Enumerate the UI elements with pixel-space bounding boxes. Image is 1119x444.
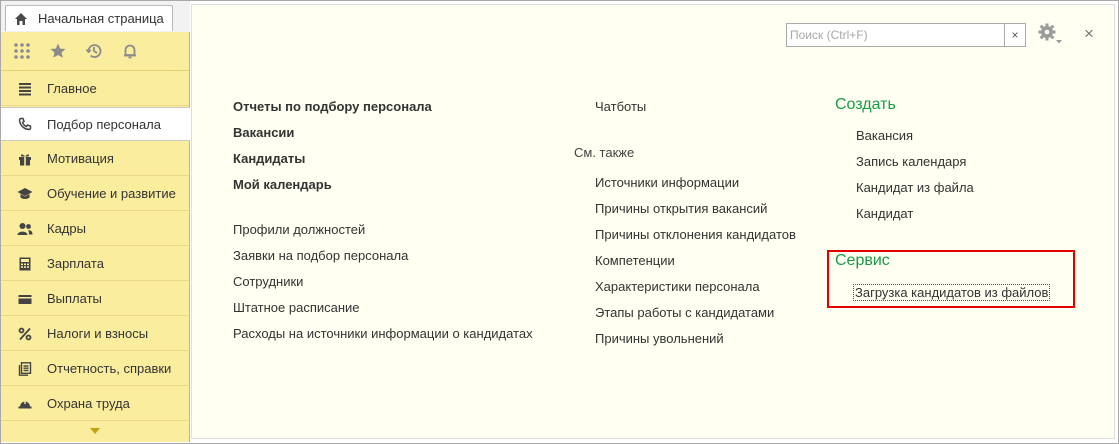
see-also-heading: См. также [574, 145, 635, 160]
history-icon[interactable] [83, 40, 105, 62]
gift-icon [17, 151, 33, 167]
sidebar-item-label: Отчетность, справки [47, 361, 172, 376]
sidebar-item-main[interactable] [1, 72, 189, 106]
sidebar-item-label: Налоги и взносы [47, 326, 149, 341]
sidebar-item-hr[interactable] [1, 212, 189, 246]
apps-grid-icon[interactable] [11, 40, 33, 62]
panel-toolbar [1, 32, 189, 71]
create-section-title: Создать [835, 96, 896, 113]
sidebar-item-label: Кадры [47, 221, 86, 236]
link-staff-schedule[interactable]: Штатное расписание [233, 300, 360, 315]
link-vacancy-open-reasons[interactable]: Причины открытия вакансий [595, 201, 768, 216]
create-candidate-link[interactable]: Кандидат [856, 206, 914, 221]
sidebar-item-label: Выплаты [47, 291, 102, 306]
sidebar-item-label: Охрана труда [47, 396, 130, 411]
link-employees[interactable]: Сотрудники [233, 274, 304, 289]
link-chatbots[interactable]: Чатботы [595, 99, 647, 114]
create-calendar-entry-link[interactable]: Запись календаря [856, 154, 967, 169]
phone-icon [17, 116, 33, 132]
wallet-icon [17, 291, 33, 307]
sidebar-item-payments[interactable] [1, 282, 189, 316]
sidebar-item-label: Мотивация [47, 151, 114, 166]
close-button[interactable]: × [1084, 24, 1094, 43]
link-job-profiles[interactable]: Профили должностей [233, 222, 366, 237]
link-candidates[interactable]: Кандидаты [233, 151, 306, 166]
sidebar-item-training[interactable] [1, 177, 189, 211]
sidebar-item-label: Главное [47, 81, 97, 96]
sections-panel [1, 32, 190, 442]
create-vacancy-link[interactable]: Вакансия [856, 128, 914, 143]
bell-icon[interactable] [119, 40, 141, 62]
link-candidate-stages[interactable]: Этапы работы с кандидатами [595, 305, 775, 320]
star-icon[interactable] [47, 40, 69, 62]
load-candidates-from-files-link[interactable]: Загрузка кандидатов из файлов [855, 285, 1049, 300]
tab-strip [1, 1, 190, 32]
link-my-calendar[interactable]: Мой календарь [233, 177, 332, 192]
link-recruitment-reports[interactable]: Отчеты по подбору персонала [233, 99, 432, 114]
calculator-icon [17, 256, 33, 272]
link-personnel-characteristics[interactable]: Характеристики персонала [595, 279, 760, 294]
link-info-sources[interactable]: Источники информации [595, 175, 740, 190]
sidebar-item-labor-safety[interactable] [1, 387, 189, 421]
scroll-down-arrow-icon[interactable] [90, 428, 100, 434]
search-input[interactable]: Поиск (Ctrl+F) [790, 28, 868, 42]
sections-list [1, 72, 189, 421]
sidebar-item-label: Зарплата [47, 256, 104, 271]
sidebar-item-recruitment[interactable] [1, 107, 190, 141]
reports-icon [17, 361, 33, 377]
link-competencies[interactable]: Компетенции [595, 253, 675, 268]
sidebar-item-salary[interactable] [1, 247, 189, 281]
search-clear-button[interactable]: × [1004, 24, 1025, 46]
sidebar-item-reports[interactable] [1, 352, 189, 386]
home-tab-label: Начальная страница [38, 11, 164, 26]
sidebar-item-label: Подбор персонала [47, 116, 161, 132]
link-vacancies[interactable]: Вакансии [233, 125, 295, 140]
create-candidate-from-file-link[interactable]: Кандидат из файла [856, 180, 974, 195]
search-box[interactable] [786, 23, 1026, 47]
link-recruitment-requests[interactable]: Заявки на подбор персонала [233, 248, 409, 263]
home-tab[interactable] [5, 5, 173, 31]
link-source-expenses[interactable]: Расходы на источники информации о кандидатах [233, 326, 533, 341]
sidebar-item-motivation[interactable] [1, 142, 189, 176]
service-section-title: Сервис [835, 252, 890, 269]
home-icon [14, 12, 28, 26]
sidebar-item-taxes[interactable] [1, 317, 189, 351]
link-dismissal-reasons[interactable]: Причины увольнений [595, 331, 724, 346]
sidebar-item-label: Обучение и развитие [47, 186, 176, 201]
gear-icon[interactable] [1037, 22, 1063, 46]
link-candidate-reject-reasons[interactable]: Причины отклонения кандидатов [595, 227, 796, 242]
people-icon [17, 221, 33, 237]
graduation-icon [17, 186, 33, 202]
menu-lines-icon [17, 81, 33, 97]
helmet-icon [17, 396, 33, 412]
section-content [191, 4, 1115, 439]
percent-icon [17, 326, 33, 342]
